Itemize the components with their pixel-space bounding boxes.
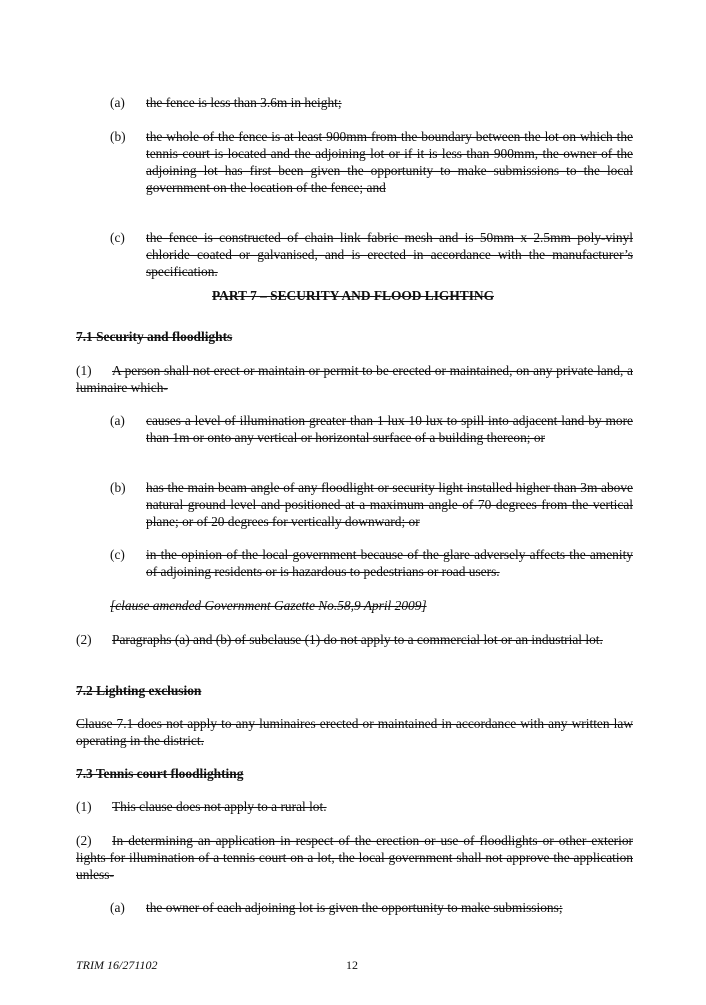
para-text: Paragraphs (a) and (b) of subclause (1) do not apply to a commercial lot or an industrial lot. xyxy=(112,632,603,647)
item-text: the fence is less than 3.6m in height; xyxy=(146,95,342,110)
para-label: (1) xyxy=(76,363,92,378)
para-text: A person shall not erect or maintain or permit to be erected or maintained, on any private land, a luminaire which- xyxy=(76,363,633,395)
para-label: (2) xyxy=(76,632,92,647)
item-label: (c) xyxy=(110,547,125,562)
amendment-note: [clause amended Government Gazette No.58,9 April 2009] xyxy=(110,598,427,613)
section-7-1-para-1 xyxy=(76,362,633,396)
fence-condition-a xyxy=(110,94,633,111)
section-7-1-para-2 xyxy=(76,631,633,648)
para-label: (2) xyxy=(76,833,92,848)
para-text: In determining an application in respect of the erection or use of floodlights or other exterior lights for illumination of a tennis court on a lot, the local government shall not approve the application unless- xyxy=(76,833,633,882)
item-text: the whole of the fence is at least 900mm from the boundary between the lot on which the tennis court is located and the adjoining lot or if it is less than 900mm, the owner of the adjoining lot has first been given the opportunity to make submissions to the local government on the location of the fence; and xyxy=(146,129,633,195)
para-label: (1) xyxy=(76,799,92,814)
item-label: (c) xyxy=(110,230,125,245)
item-label: (a) xyxy=(110,413,125,428)
item-text: has the main beam angle of any floodlight or security light installed higher than 3m above natural ground level and positioned at a maximum angle of 70 degrees from the vertical plane; or of 20 degrees for vertically downward; or xyxy=(146,480,633,529)
fence-condition-b xyxy=(110,128,633,196)
fence-condition-c xyxy=(110,229,633,280)
section-7-1-item-a xyxy=(110,412,633,446)
section-7-2-heading: 7.2 Lighting exclusion xyxy=(76,683,202,698)
item-text: causes a level of illumination greater than 1 lux 10 lux to spill into adjacent land by more than 1m or onto any vertical or horizontal surface of a building thereon; or xyxy=(146,413,633,445)
item-label: (a) xyxy=(110,900,125,915)
section-7-3-item-a xyxy=(110,899,633,916)
section-7-2-text: Clause 7.1 does not apply to any luminaires erected or maintained in accordance with any written law operating in the district. xyxy=(76,716,633,748)
section-7-1-item-b xyxy=(110,479,633,530)
item-label: (b) xyxy=(110,129,126,144)
section-7-3-para-1 xyxy=(76,798,633,815)
item-label: (b) xyxy=(110,480,126,495)
page-number: 12 xyxy=(346,958,358,972)
section-7-3-heading: 7.3 Tennis court floodlighting xyxy=(76,766,244,781)
section-7-1-heading: 7.1 Security and floodlights xyxy=(76,329,233,344)
para-text: This clause does not apply to a rural lot. xyxy=(112,799,327,814)
item-text: in the opinion of the local government because of the glare adversely affects the amenity of adjoining residents or is hazardous to pedestrians or road users. xyxy=(146,547,633,579)
item-text: the owner of each adjoining lot is given the opportunity to make submissions; xyxy=(146,900,563,915)
section-7-1-item-c xyxy=(110,546,633,580)
document-reference: TRIM 16/271102 xyxy=(76,958,158,972)
section-7-3-para-2 xyxy=(76,832,633,883)
part-heading: PART 7 – SECURITY AND FLOOD LIGHTING xyxy=(211,288,494,303)
item-label: (a) xyxy=(110,95,125,110)
item-text: the fence is constructed of chain link fabric mesh and is 50mm x 2.5mm poly-vinyl chloride coated or galvanised, and is erected in accordance with the manufacturer’s specification. xyxy=(146,230,633,279)
